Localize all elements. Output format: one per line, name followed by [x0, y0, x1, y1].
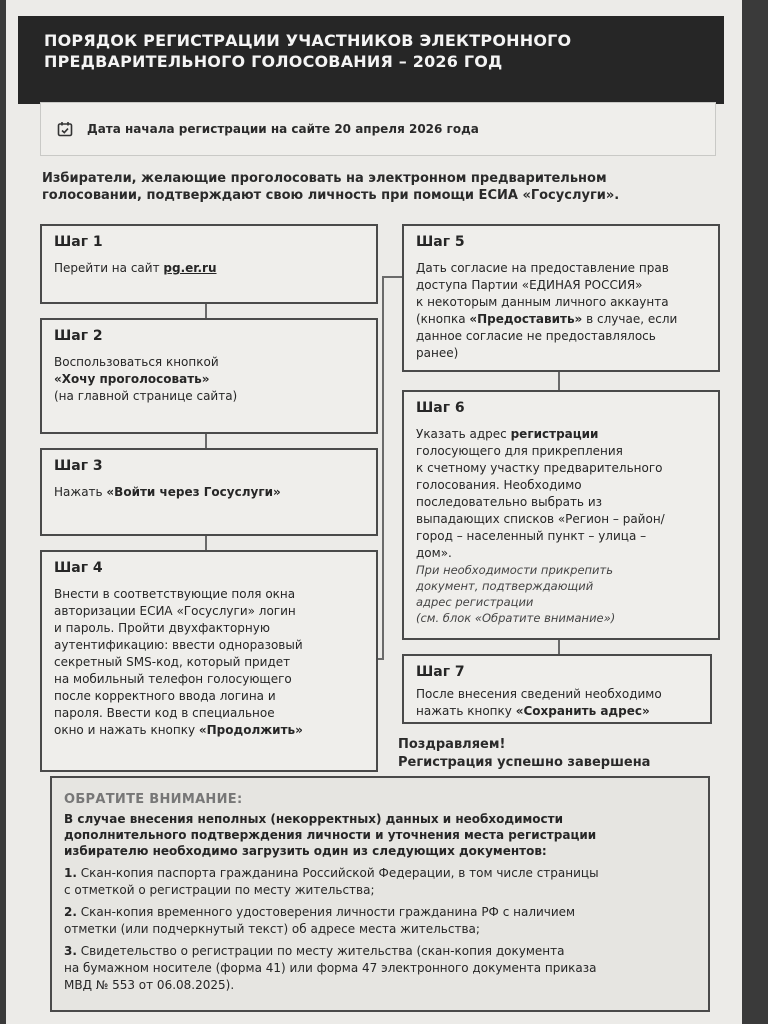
- item-number: 1.: [64, 866, 77, 880]
- step-4-label: Шаг 4: [54, 560, 103, 576]
- connector-6-7: [558, 640, 560, 654]
- item-line: с отметкой о регистрации по месту жительства;: [64, 883, 375, 897]
- step-4-line: секретный SMS-код, который придет: [54, 655, 291, 669]
- step-3: [40, 448, 378, 536]
- site-link[interactable]: pg.er.ru: [163, 261, 217, 275]
- step-7-label: Шаг 7: [416, 664, 465, 680]
- title-line-1: ПОРЯДОК РЕГИСТРАЦИИ УЧАСТНИКОВ ЭЛЕКТРОННОГО: [44, 31, 572, 50]
- item-number: 3.: [64, 944, 77, 958]
- step-7-line-1: После внесения сведений необходимо: [416, 687, 662, 701]
- congrats-line-2: Регистрация успешно завершена: [398, 755, 651, 770]
- step-7: [402, 654, 712, 724]
- step-4-line: на мобильный телефон голосующего: [54, 672, 292, 686]
- step-5-line-3: к некоторым данным личного аккаунта: [416, 295, 669, 309]
- attention-item-1: [64, 865, 696, 899]
- step-6-line: к счетному участку предварительного: [416, 461, 663, 475]
- attention-item-3: [64, 943, 696, 994]
- intro-text: [42, 170, 682, 204]
- item-line: МВД № 553 от 06.08.2025).: [64, 978, 235, 992]
- registration-date-box: [40, 102, 716, 156]
- calendar-check-icon: [57, 121, 73, 137]
- attention-item-2: [64, 904, 696, 938]
- step-7-save-label: «Сохранить адрес»: [515, 704, 650, 718]
- step-4-line: после корректного ввода логина и: [54, 689, 276, 703]
- document-page: [6, 0, 742, 1024]
- step-5-line-1: Дать согласие на предоставление прав: [416, 261, 669, 275]
- step-6-label: Шаг 6: [416, 400, 465, 416]
- item-line: на бумажном носителе (форма 41) или форма 47 электронного документа приказа: [64, 961, 597, 975]
- attention-intro-line: дополнительного подтверждения личности и уточнения места регистрации: [64, 828, 597, 842]
- step-7-line-2-pre: нажать кнопку: [416, 704, 516, 718]
- attention-box: [50, 776, 710, 1012]
- step-4-line: пароля. Ввести код в специальное: [54, 706, 275, 720]
- connector-1-2: [205, 304, 207, 318]
- step-6-line: выпадающих списков «Регион – район/: [416, 512, 665, 526]
- connector-5-6: [558, 372, 560, 390]
- item-line: Скан-копия временного удостоверения личности гражданина РФ с наличием: [80, 905, 576, 919]
- step-6-note: (см. блок «Обратите внимание»): [416, 611, 616, 625]
- step-5-line-4-pre: (кнопка: [416, 312, 470, 326]
- header-banner: [18, 16, 724, 104]
- connector-4-5-top: [382, 276, 402, 278]
- item-line: отметки (или подчеркнутый текст) об адресе места жительства;: [64, 922, 480, 936]
- step-4-line: и пароль. Пройти двухфакторную: [54, 621, 270, 635]
- step-4-line: аутентификацию: ввести одноразовый: [54, 638, 303, 652]
- item-line: Скан-копия паспорта гражданина Российской Федерации, в том числе страницы: [80, 866, 599, 880]
- step-4-line: авторизации ЕСИА «Госуслуги» логин: [54, 604, 296, 618]
- item-line: Свидетельство о регистрации по месту жительства (скан-копия документа: [80, 944, 565, 958]
- congrats-line-1: Поздравляем!: [398, 737, 506, 752]
- step-5-label: Шаг 5: [416, 234, 465, 250]
- attention-title: ОБРАТИТЕ ВНИМАНИЕ:: [64, 792, 243, 807]
- title-line-2: ПРЕДВАРИТЕЛЬНОГО ГОЛОСОВАНИЯ – 2026 ГОД: [44, 52, 503, 71]
- intro-line-1: Избиратели, желающие проголосовать на электронном предварительном: [42, 171, 607, 186]
- step-6-line-1-pre: Указать адрес: [416, 427, 511, 441]
- step-6-note: При необходимости прикрепить: [416, 563, 614, 577]
- step-6-note: адрес регистрации: [416, 595, 534, 609]
- connector-3-4: [205, 536, 207, 550]
- attention-intro-line: избирателю необходимо загрузить один из следующих документов:: [64, 844, 547, 858]
- step-4-last-line: окно и нажать кнопку: [54, 723, 199, 737]
- connector-2-3: [205, 434, 207, 448]
- step-6-line: голосования. Необходимо: [416, 478, 582, 492]
- step-6-note: документ, подтверждающий: [416, 579, 594, 593]
- registration-date-text: Дата начала регистрации на сайте 20 апреля 2026 года: [87, 122, 479, 136]
- step-6-line-1-bold: регистрации: [510, 427, 599, 441]
- step-2-line-2: «Хочу проголосовать»: [54, 372, 210, 386]
- step-5-line-5: данное согласие не предоставлялось: [416, 329, 656, 343]
- step-5-provide-label: «Предоставить»: [469, 312, 583, 326]
- step-4-continue-label: «Продолжить»: [198, 723, 303, 737]
- step-1-text: Перейти на сайт: [54, 261, 164, 275]
- step-6-line: дом».: [416, 546, 452, 560]
- step-2-line-1: Воспользоваться кнопкой: [54, 355, 219, 369]
- step-2-label: Шаг 2: [54, 328, 103, 344]
- step-5-line-4-post: в случае, если: [582, 312, 678, 326]
- intro-line-2: голосовании, подтверждают свою личность при помощи ЕСИА «Госуслуги».: [42, 188, 620, 203]
- step-1: [40, 224, 378, 304]
- congrats-text: [398, 736, 718, 772]
- step-6-line: город – населенный пункт – улица –: [416, 529, 647, 543]
- step-5: [402, 224, 720, 372]
- step-2-line-3: (на главной странице сайта): [54, 389, 238, 403]
- step-5-line-2: доступа Партии «ЕДИНАЯ РОССИЯ»: [416, 278, 643, 292]
- step-4-line: Внести в соответствующие поля окна: [54, 587, 296, 601]
- step-3-bold: «Войти через Госуслуги»: [106, 485, 281, 499]
- step-3-text: Нажать: [54, 485, 107, 499]
- step-2: [40, 318, 378, 434]
- step-6: [402, 390, 720, 640]
- item-number: 2.: [64, 905, 77, 919]
- step-6-line: голосующего для прикрепления: [416, 444, 623, 458]
- step-3-label: Шаг 3: [54, 458, 103, 474]
- step-6-line: последовательно выбрать из: [416, 495, 602, 509]
- step-1-label: Шаг 1: [54, 234, 103, 250]
- connector-4-5-vertical: [382, 276, 384, 660]
- step-5-line-6: ранее): [416, 346, 459, 360]
- attention-intro-line: В случае внесения неполных (некорректных) данных и необходимости: [64, 812, 564, 826]
- step-4: [40, 550, 378, 772]
